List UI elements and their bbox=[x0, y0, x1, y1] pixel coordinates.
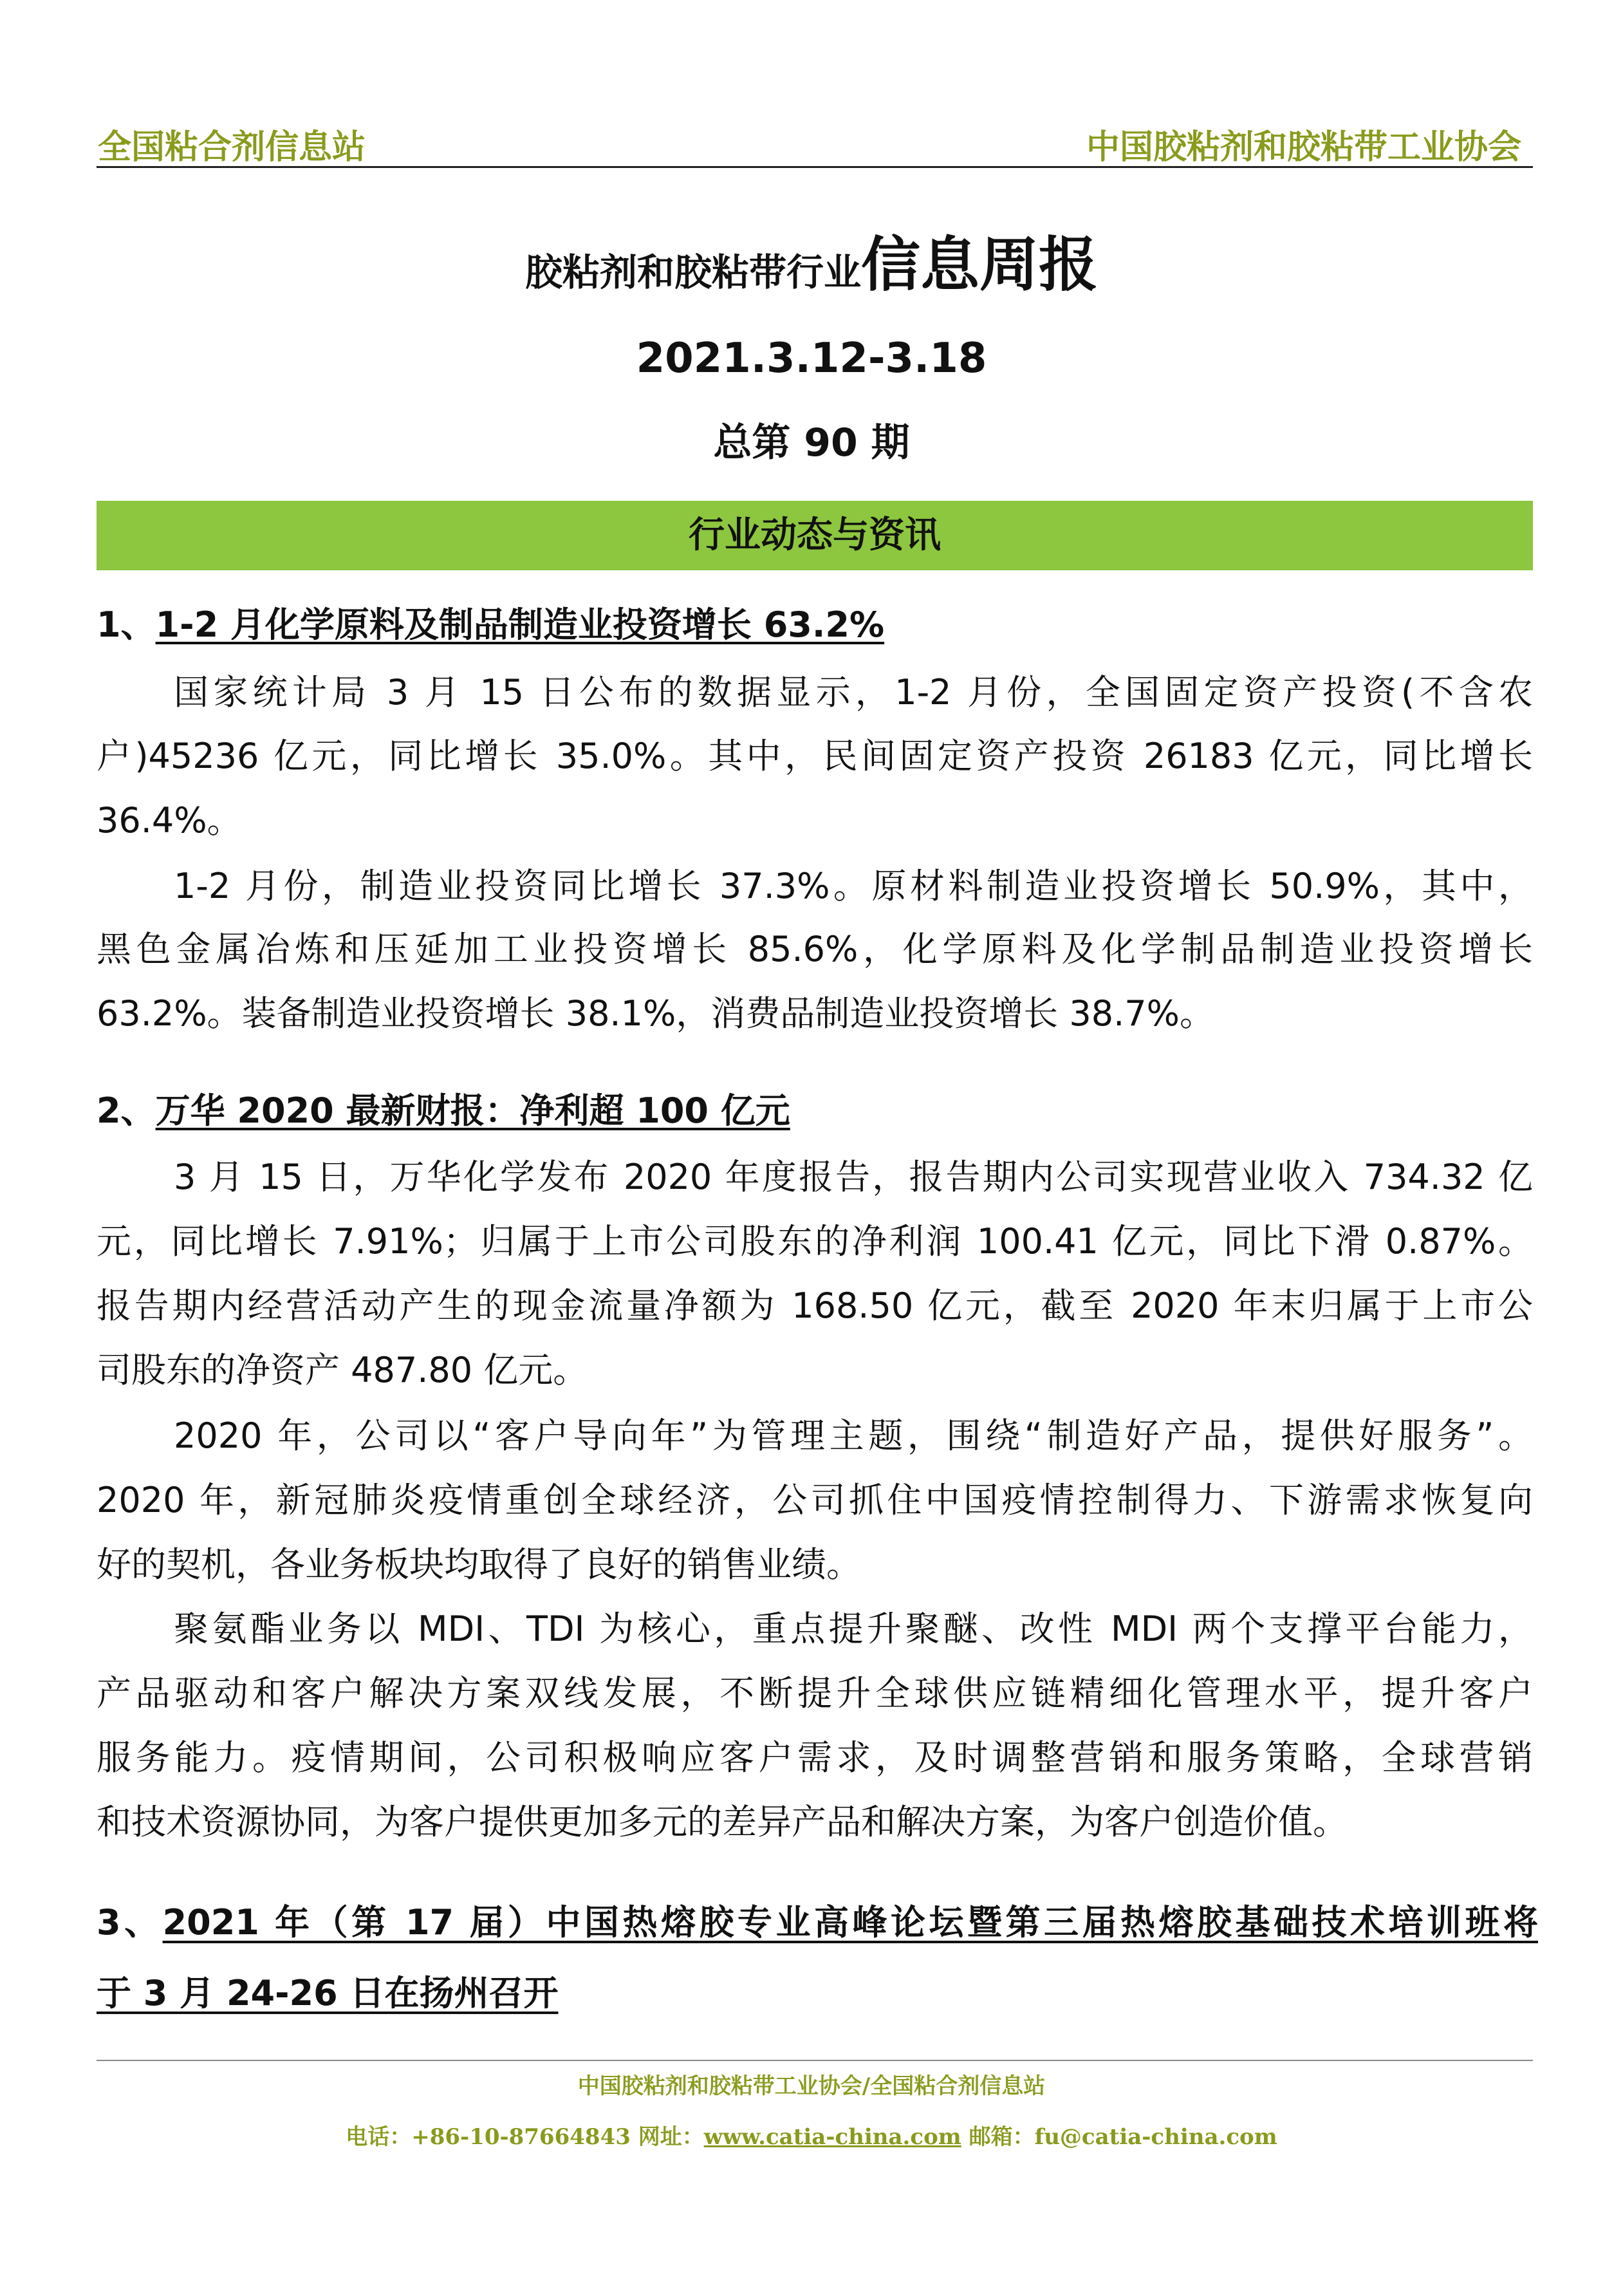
website-link[interactable]: www.catia-china.com bbox=[703, 2124, 961, 2150]
header-right-title: 中国胶粘剂和胶粘带工业协会 bbox=[1086, 127, 1521, 167]
phone-number: +86-10-87664843 bbox=[411, 2124, 631, 2150]
footer-organization: 中国胶粘剂和胶粘带工业协会/全国粘合剂信息站 bbox=[577, 2073, 1046, 2099]
report-issue-number: 总第 90 期 bbox=[713, 420, 910, 465]
report-title bbox=[0, 218, 1623, 303]
paragraph-line: 和技术资源协同，为客户提供更加多元的差异产品和解决方案，为客户创造价值。 bbox=[97, 1802, 1348, 1842]
report-title-prefix: 胶粘剂和胶粘带行业 bbox=[524, 250, 861, 294]
page-header bbox=[97, 111, 1533, 168]
paragraph-line: 好的契机，各业务板块均取得了良好的销售业绩。 bbox=[97, 1544, 861, 1585]
report-title-main: 信息周报 bbox=[861, 230, 1099, 299]
paragraph-line: 聚氨酯业务以 MDI、TDI 为核心，重点提升聚醚、改性 MDI 两个支撑平台能力， bbox=[174, 1609, 1533, 1649]
website-label: 网址： bbox=[638, 2124, 704, 2150]
paragraph-line: 司股东的净资产 487.80 亿元。 bbox=[97, 1350, 588, 1390]
paragraph-line: 户)45236 亿元，同比增长 35.0%。其中，民间固定资产投资 26183 亿元，同比增长 bbox=[97, 736, 1533, 776]
article-number: 1、 bbox=[97, 604, 156, 645]
article-3-title-line-1 bbox=[97, 1887, 1538, 1958]
article-title: 于 3 月 24-26 日在扬州召开 bbox=[97, 1973, 559, 2013]
article-3-heading bbox=[97, 1887, 1538, 2029]
paragraph-line: 2020 年，新冠肺炎疫情重创全球经济，公司抓住中国疫情控制得力、下游需求恢复向 bbox=[97, 1480, 1533, 1520]
article-1-heading bbox=[97, 597, 884, 647]
paragraph-line: 2020 年，公司以“客户导向年”为管理主题，围绕“制造好产品，提供好服务”。 bbox=[174, 1415, 1533, 1456]
paragraph-line: 63.2%。装备制造业投资增长 38.1%，消费品制造业投资增长 38.7%。 bbox=[97, 993, 1214, 1034]
header-left-title: 全国粘合剂信息站 bbox=[98, 127, 366, 167]
article-2-heading bbox=[97, 1083, 790, 1133]
phone-label: 电话： bbox=[346, 2124, 412, 2150]
email-label: 邮箱： bbox=[969, 2124, 1035, 2150]
paragraph-line: 国家统计局 3 月 15 日公布的数据显示，1-2 月份，全国固定资产投资(不含农 bbox=[174, 672, 1533, 713]
paragraph-line: 1-2 月份，制造业投资同比增长 37.3%。原材料制造业投资增长 50.9%，其中， bbox=[174, 866, 1533, 906]
report-date-range: 2021.3.12-3.18 bbox=[636, 335, 987, 382]
paragraph-line: 黑色金属冶炼和压延加工业投资增长 85.6%，化学原料及化学制品制造业投资增长 bbox=[97, 929, 1533, 969]
paragraph-line: 3 月 15 日，万华化学发布 2020 年度报告，报告期内公司实现营业收入 734.32 亿 bbox=[174, 1157, 1533, 1197]
paragraph-line: 报告期内经营活动产生的现金流量净额为 168.50 亿元，截至 2020 年末归属于上市公 bbox=[97, 1285, 1533, 1326]
article-3-title-line-2 bbox=[97, 1958, 1538, 2029]
paragraph-line: 服务能力。疫情期间，公司积极响应客户需求，及时调整营销和服务策略，全球营销 bbox=[97, 1737, 1533, 1778]
footer-contact bbox=[0, 2119, 1623, 2151]
article-title: 1-2 月化学原料及制品制造业投资增长 63.2% bbox=[155, 604, 885, 645]
email-address[interactable]: fu@catia-china.com bbox=[1034, 2124, 1277, 2150]
article-number: 3、 bbox=[97, 1902, 163, 1943]
paragraph-line: 元，同比增长 7.91%；归属于上市公司股东的净利润 100.41 亿元，同比下滑 0.87%。 bbox=[97, 1221, 1533, 1262]
article-number: 2、 bbox=[97, 1090, 156, 1131]
article-title: 2021 年（第 17 届）中国热熔胶专业高峰论坛暨第三届热熔胶基础技术培训班将 bbox=[162, 1902, 1538, 1943]
section-heading: 行业动态与资讯 bbox=[97, 501, 1533, 570]
paragraph-line: 36.4%。 bbox=[97, 800, 242, 841]
paragraph-line: 产品驱动和客户解决方案双线发展，不断提升全球供应链精细化管理水平，提升客户 bbox=[97, 1673, 1533, 1713]
footer-divider bbox=[97, 2060, 1533, 2061]
article-title: 万华 2020 最新财报：净利超 100 亿元 bbox=[155, 1090, 790, 1131]
